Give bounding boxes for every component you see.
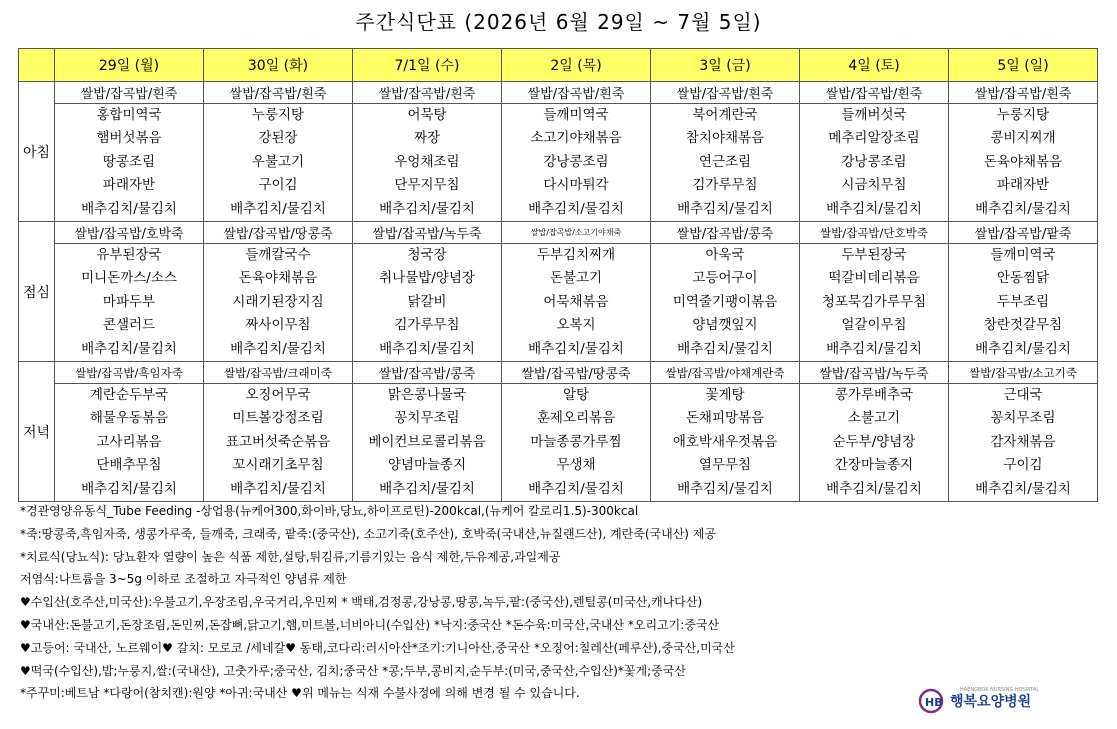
meal-label: 저녁 [19,362,55,502]
rice-porridge-cell: 쌀밥/잡곡밥/흰죽 [353,82,502,104]
menu-item: 양념깻잎지 [692,317,758,334]
meal-rice-row [19,222,1098,244]
menu-item: 감자채볶음 [990,433,1056,450]
menu-item: 배추김치/물김치 [528,340,624,357]
hospital-logo [918,687,1040,714]
page-title: 주간식단표 (2026년 6월 29일 ~ 7월 5일) [355,10,762,34]
menu-item: 들깨미역국 [543,107,609,123]
menu-item: 배추김치/물김치 [230,200,326,217]
menu-item: 북어계란국 [692,107,758,123]
menu-item: 유부된장국 [96,247,162,264]
menu-item: 얼갈이무침 [841,317,907,334]
rice-porridge-cell: 쌀밥/잡곡밥/흰죽 [55,82,204,104]
menu-item: 마파두부 [102,293,156,310]
logo-mark-icon [918,688,948,714]
menu-item: 배추김치/물김치 [975,480,1071,497]
menu-item: 오복지 [556,317,596,334]
menu-item: 배추김치/물김치 [528,200,624,217]
menu-item: 소불고기 [847,410,901,427]
menu-item: 배추김치/물김치 [81,480,177,497]
note-line: ♥고등어: 국내산, 노르웨이♥ 갈치: 모로코 /세네갈♥ 동태,코다리:러시아산*조기:기니아산,중국산 *오징어:칠레산(페루산),중국산,미국산 [20,640,735,655]
menu-item: 배추김치/물김치 [81,340,177,357]
menu-item: 떡갈비데리볶음 [828,270,920,287]
day-header: 30일 (화) [204,49,353,82]
menu-items-cell [204,104,353,222]
menu-item: 미역줄기팽이볶음 [672,293,778,310]
menu-item: 시래기된장지짐 [232,293,324,310]
menu-item: 구이김 [1003,457,1043,474]
meal-label: 점심 [19,222,55,362]
menu-items-cell [800,384,949,502]
menu-items-cell [800,244,949,362]
menu-item: 파래자반 [102,177,156,194]
menu-item: 양념마늘종지 [387,457,467,474]
rice-porridge-cell: 쌀밥/잡곡밥/흰죽 [204,82,353,104]
day-header: 7/1일 (수) [353,49,502,82]
corner-cell [19,49,55,82]
menu-item: 배추김치/물김치 [230,340,326,357]
menu-item: 미니돈까스/소스 [81,270,177,287]
menu-item: 시금치무침 [841,177,907,194]
rice-porridge-cell: 쌀밥/잡곡밥/콩죽 [353,362,502,384]
rice-porridge-cell: 쌀밥/잡곡밥/흰죽 [800,82,949,104]
day-header: 4일 (토) [800,49,949,82]
rice-porridge-cell: 쌀밥/잡곡밥/단호박죽 [800,222,949,244]
menu-item: 구이김 [258,177,298,194]
menu-item: 김가루무침 [394,317,460,334]
day-header: 2일 (목) [502,49,651,82]
menu-item: 마늘종콩가루찜 [530,433,622,450]
menu-item: 강낭콩조림 [543,153,609,170]
day-header: 5일 (일) [949,49,1098,82]
menu-item: 배추김치/물김치 [826,340,922,357]
menu-item: 강된장 [258,130,298,147]
rice-porridge-cell: 쌀밥/잡곡밥/콩죽 [651,222,800,244]
menu-item: 두부된장국 [841,247,907,264]
menu-item: 간장마늘종지 [834,457,914,474]
menu-items-cell [651,384,800,502]
rice-porridge-cell: 쌀밥/잡곡밥/녹두죽 [353,222,502,244]
menu-item: 미트볼강정조림 [232,410,324,427]
rice-porridge-cell: 쌀밥/잡곡밥/흰죽 [949,82,1098,104]
menu-item: 우엉채조림 [394,153,460,170]
rice-porridge-cell: 쌀밥/잡곡밥/흰죽 [502,82,651,104]
menu-items-cell [55,104,204,222]
menu-item: 홍합미역국 [96,107,162,123]
note-line: ♥수입산(호주산,미국산):우불고기,우장조림,우국거리,우민찌 * 백태,검정콩,강낭콩,땅콩,녹두,팥:(중국산),렌틸콩(미국산,캐나다산) [20,595,703,610]
menu-items-cell [949,244,1098,362]
menu-item: 콘샐러드 [102,317,156,334]
menu-items-cell [353,384,502,502]
day-header-row [19,49,1098,82]
note-line: ♥국내산:돈불고기,돈장조림,돈민찌,돈잡뼈,닭고기,햄,미트볼,너비아니(수입산) *낙지:중국산 *돈수육:미국산,국내산 *오리고기:중국산 [20,617,720,632]
rice-porridge-cell: 쌀밥/잡곡밥/소고기죽 [949,362,1098,384]
menu-items-cell [502,384,651,502]
menu-item: 참치야채볶음 [685,130,765,147]
menu-item: 창란젓갈무침 [983,317,1063,334]
menu-items-cell [55,384,204,502]
menu-item: 고등어구이 [692,270,758,287]
menu-item: 김가루무침 [692,177,758,194]
menu-item: 강낭콩조림 [841,153,907,170]
menu-items-cell [949,104,1098,222]
rice-porridge-cell: 쌀밥/잡곡밥/팥죽 [949,222,1098,244]
day-header: 3일 (금) [651,49,800,82]
menu-item: 우불고기 [251,153,305,170]
note-line: ♥떡국(수입산),밥;누룽지,쌀:(국내산), 고춧가루;중국산, 김치;중국산 *콩;두부,콩비지,순두부:(미국,중국산,수입산)*꽃게;중국산 [20,663,686,678]
note-line: *죽:땅콩죽,흑임자죽, 생콩가루죽, 들깨죽, 크래죽, 팥죽:(중국산), 소고기죽(호주산), 호박죽(국내산,뉴질랜드산), 계란죽(국내산) 제공 [20,526,716,541]
menu-items-cell [204,244,353,362]
menu-item: 들깨칼국수 [245,247,311,264]
rice-porridge-cell: 쌀밥/잡곡밥/땅콩죽 [502,362,651,384]
menu-item: 열무무침 [698,457,752,474]
menu-item: 짜사이무침 [245,317,311,334]
menu-item: 꼬시래기초무침 [232,457,324,474]
menu-item: 누룽지탕 [996,107,1050,123]
menu-item: 알탕 [562,387,590,404]
menu-items-cell [353,244,502,362]
menu-item: 짜장 [413,130,441,147]
menu-item: 소고기야채볶음 [530,130,622,147]
menu-item: 안동찜닭 [996,270,1050,287]
menu-item: 파래자반 [996,177,1050,194]
rice-porridge-cell: 쌀밥/잡곡밥/흑임자죽 [55,362,204,384]
note-line: *주꾸미:베트남 *다랑어(참치캔):원양 *아귀:국내산 ♥위 메뉴는 식재 수불사정에 의해 변경 될 수 있습니다. [20,686,580,701]
menu-item: 돈육야채볶음 [983,153,1063,170]
rice-porridge-cell: 쌀밥/잡곡밥/소고기야채죽 [502,222,651,244]
logo-text: 행복요양병원 [950,694,1032,710]
menu-item: 누룽지탕 [251,107,305,123]
menu-item: 배추김치/물김치 [379,340,475,357]
menu-item: 메추리알장조림 [828,130,920,147]
menu-item: 배추김치/물김치 [975,200,1071,217]
menu-items-cell [55,244,204,362]
menu-item: 배추김치/물김치 [677,340,773,357]
menu-item: 맑은콩나물국 [387,387,467,404]
meal-items-row [19,104,1098,222]
rice-porridge-cell: 쌀밥/잡곡밥/땅콩죽 [204,222,353,244]
menu-item: 청국장 [407,247,447,264]
menu-item: 취나물밥/양념장 [379,270,475,287]
menu-item: 콩가루배추국 [834,387,914,404]
menu-item: 배추김치/물김치 [379,480,475,497]
day-header: 29일 (월) [55,49,204,82]
menu-items-cell [651,104,800,222]
menu-item: 청포묵김가루무침 [821,293,927,310]
rice-porridge-cell: 쌀밥/잡곡밥/호박죽 [55,222,204,244]
note-line: 저염식:나트륨을 3~5g 이하로 조절하고 자극적인 양념류 제한 [20,572,347,587]
menu-item: 표고버섯죽순볶음 [225,433,331,450]
menu-item: 배추김치/물김치 [81,200,177,217]
menu-item: 닭갈비 [407,293,447,310]
rice-porridge-cell: 쌀밥/잡곡밥/야채계란죽 [651,362,800,384]
meal-items-row [19,244,1098,362]
meal-items-row [19,384,1098,502]
menu-item: 해물우동볶음 [89,410,169,427]
menu-item: 배추김치/물김치 [826,480,922,497]
menu-item: 두부김치찌개 [536,247,616,264]
note-line: *치료식(당뇨식): 당뇨환자 열량이 높은 식품 제한,설탕,튀김류,기름기있는 음식 제한,두유제공,과일제공 [20,549,561,564]
notes-section [20,500,1110,705]
meal-label: 아침 [19,82,55,222]
menu-item: 훈제오리볶음 [536,410,616,427]
menu-item: 연근조림 [698,153,752,170]
rice-porridge-cell: 쌀밥/잡곡밥/크래미죽 [204,362,353,384]
menu-item: 배추김치/물김치 [677,200,773,217]
menu-items-cell [502,244,651,362]
meal-rice-row [19,82,1098,104]
menu-item: 근대국 [1003,387,1043,404]
logo-subtitle: HAENGBOK NURSING HOSPITAL [960,687,1040,693]
menu-items-cell [353,104,502,222]
menu-item: 돈채피망볶음 [685,410,765,427]
menu-item: 돈불고기 [549,270,603,287]
rice-porridge-cell: 쌀밥/잡곡밥/흰죽 [651,82,800,104]
menu-item: 계란순두부국 [89,387,169,404]
svg-text:HB: HB [925,696,943,709]
menu-item: 콩비지찌개 [990,130,1056,147]
menu-item: 배추김치/물김치 [230,480,326,497]
menu-item: 어묵채볶음 [543,293,609,310]
menu-item: 오징어무국 [245,387,311,404]
menu-items-cell [800,104,949,222]
menu-item: 다시마튀각 [543,177,609,194]
meal-rice-row [19,362,1098,384]
menu-item: 배추김치/물김치 [528,480,624,497]
menu-item: 들깨미역국 [990,247,1056,264]
menu-item: 아욱국 [705,247,745,264]
menu-item: 꽁치무조림 [990,410,1056,427]
menu-items-cell [949,384,1098,502]
note-line: *경관영양유동식_Tube Feeding -상업용(뉴케어300,화이바,당뇨,하이프로틴)-200kcal,(뉴케어 칼로리1.5)-300kcal [20,504,639,518]
menu-item: 애호박새우젓볶음 [672,433,778,450]
menu-item: 꽃게탕 [705,387,745,404]
menu-items-cell [651,244,800,362]
menu-item: 배추김치/물김치 [975,340,1071,357]
menu-item: 꽁치무조림 [394,410,460,427]
menu-item: 배추김치/물김치 [826,200,922,217]
menu-items-cell [502,104,651,222]
menu-item: 들깨버섯국 [841,107,907,123]
menu-item: 단무지무침 [394,177,460,194]
weekly-menu-table [18,48,1098,502]
rice-porridge-cell: 쌀밥/잡곡밥/녹두죽 [800,362,949,384]
menu-items-cell [204,384,353,502]
menu-item: 단배추무침 [96,457,162,474]
menu-item: 어묵탕 [407,107,447,123]
menu-item: 햄버섯볶음 [96,130,162,147]
menu-item: 순두부/양념장 [832,433,916,450]
menu-item: 고사리볶음 [96,433,162,450]
menu-item: 배추김치/물김치 [677,480,773,497]
menu-item: 돈육야채볶음 [238,270,318,287]
menu-item: 배추김치/물김치 [379,200,475,217]
menu-item: 무생채 [556,457,596,474]
menu-item: 베이컨브로콜리볶음 [368,433,486,450]
menu-item: 두부조림 [996,293,1050,310]
menu-item: 땅콩조림 [102,153,156,170]
